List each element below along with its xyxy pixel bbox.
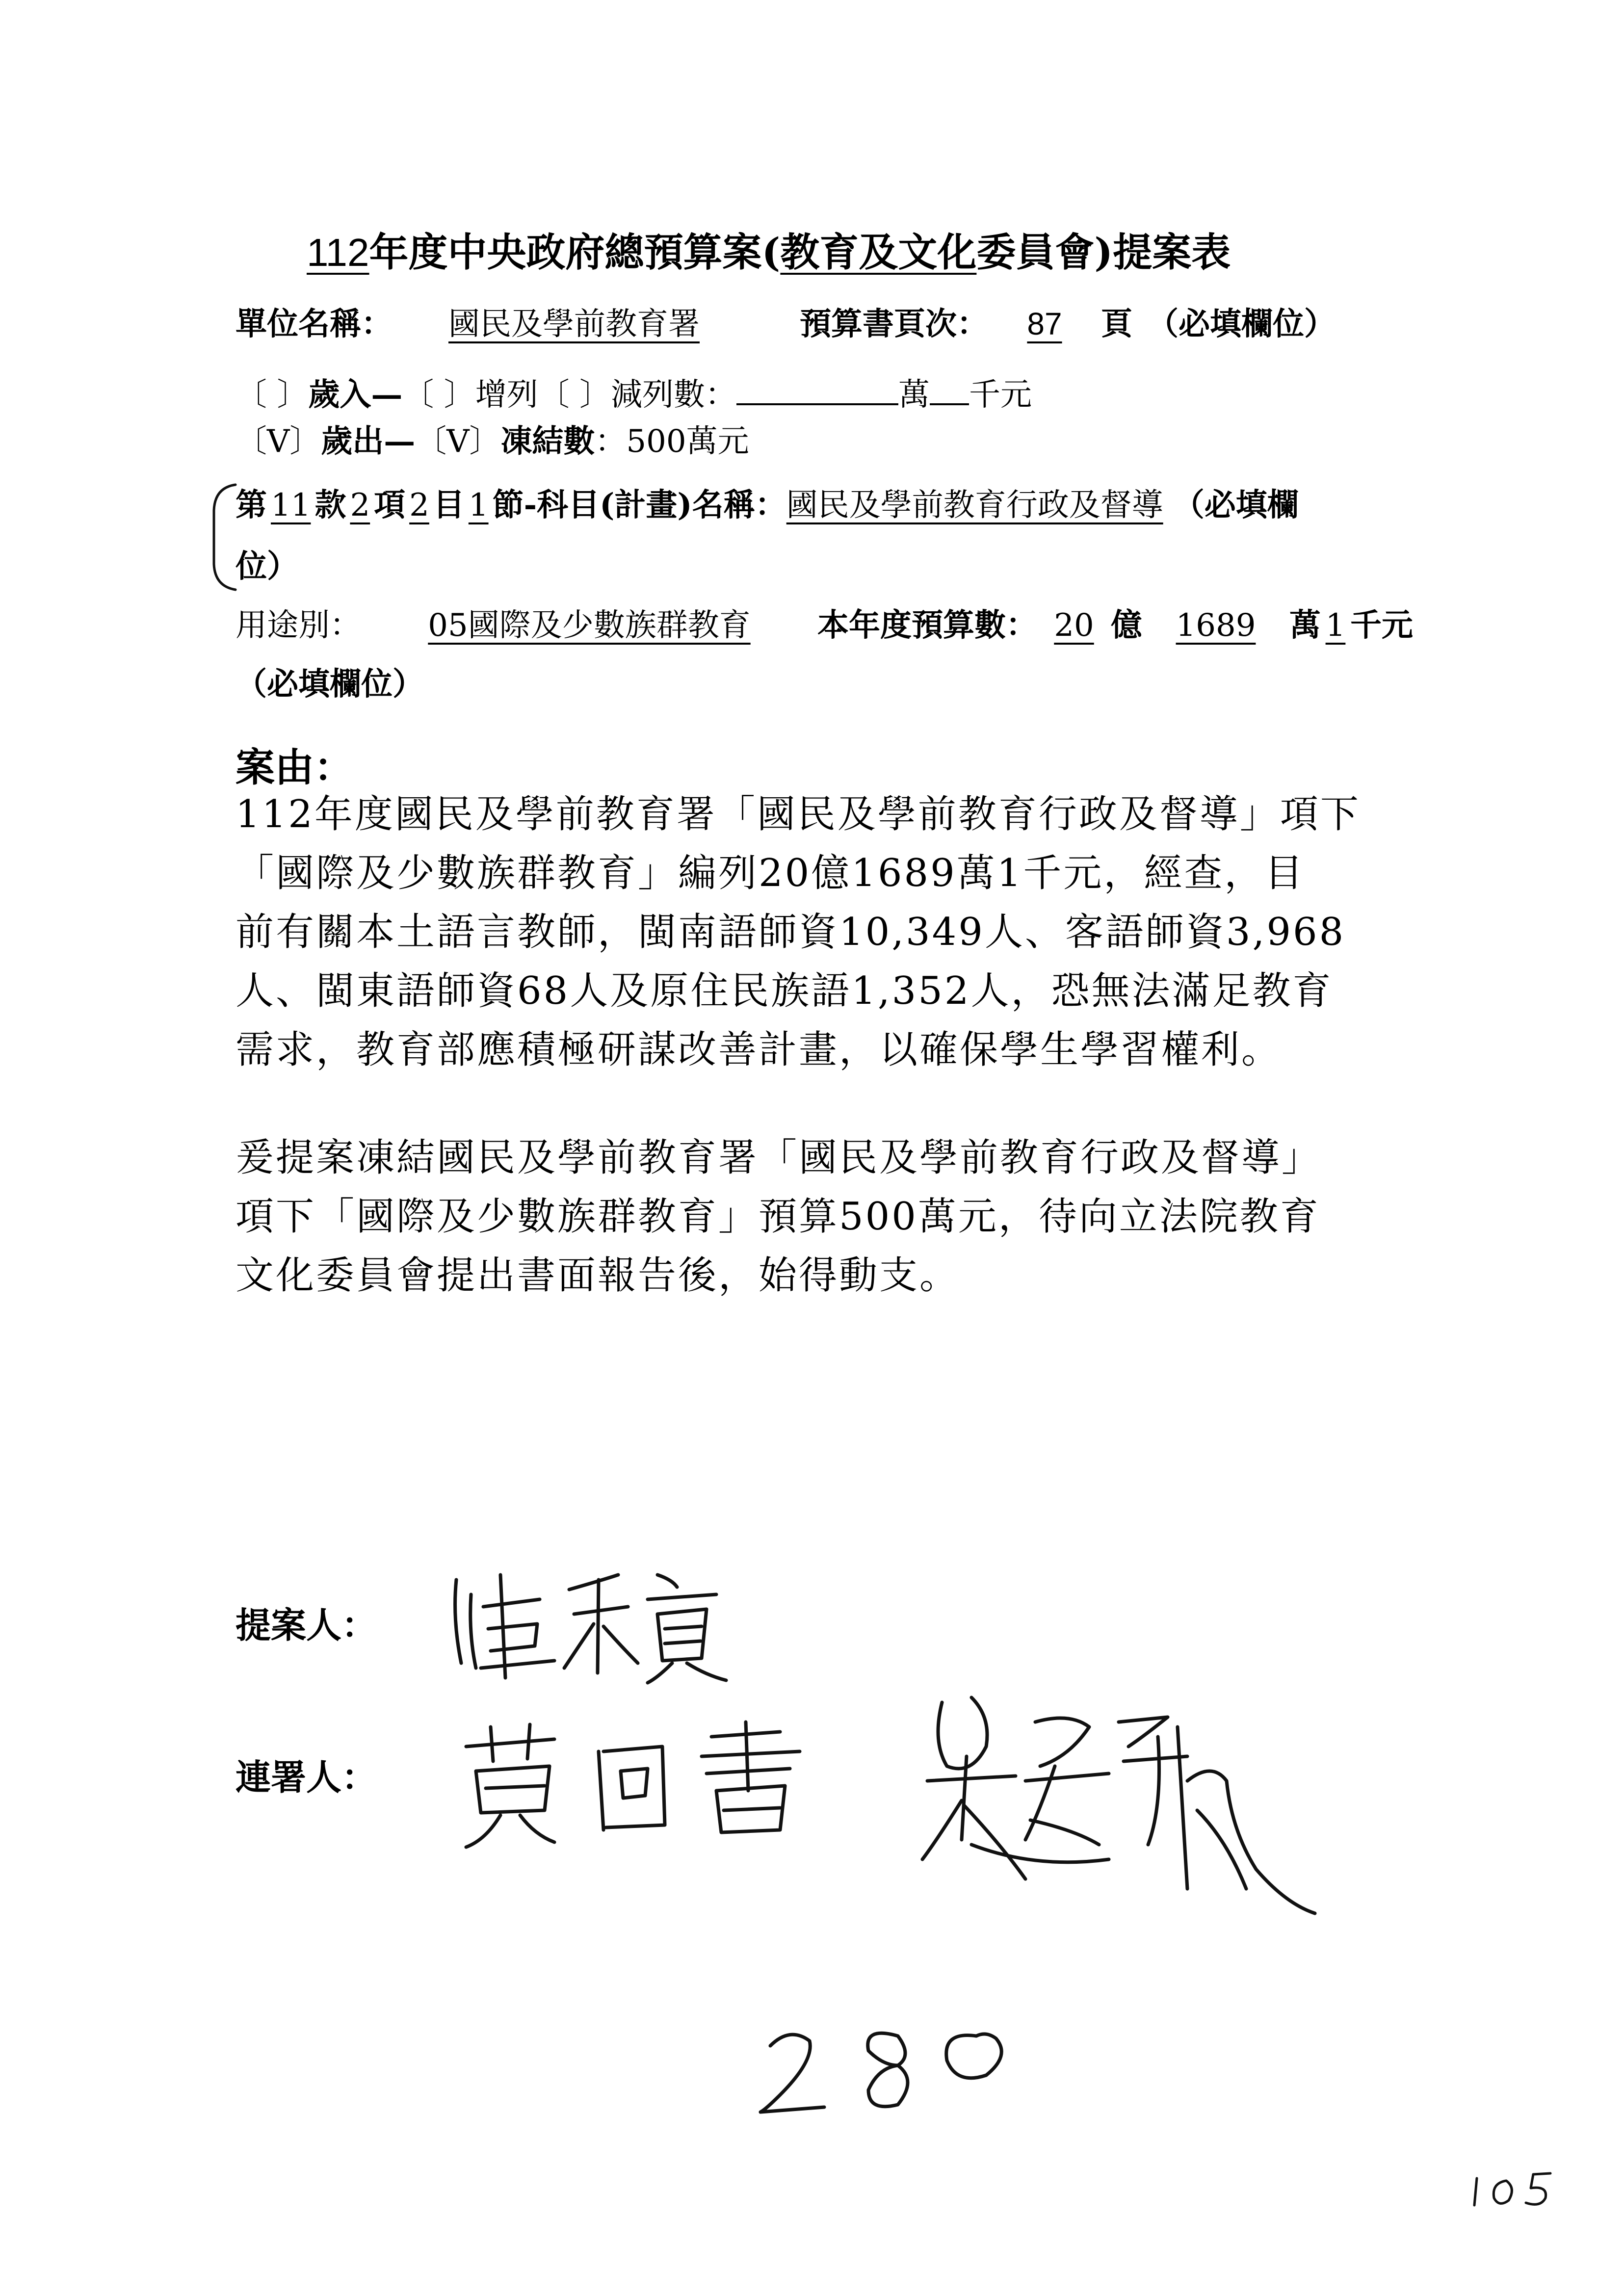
page-label: 預算書頁次：: [800, 306, 988, 342]
cosigner-1-signature: [456, 1717, 839, 1854]
title-committee: 教育及文化: [780, 229, 977, 275]
reason-paragraph-2: [236, 1128, 1322, 1305]
purpose-label: 用途別：: [236, 607, 361, 644]
reason-line: 文化委員會提出書面報告後，始得動支。: [236, 1253, 960, 1298]
proposer-signature: [442, 1560, 795, 1688]
unit-label: 單位名稱：: [236, 306, 393, 342]
handwritten-number: [751, 2007, 1025, 2119]
budget-wan-label: 萬: [1289, 607, 1321, 644]
cosigner-label: 連署人：: [236, 1756, 377, 1798]
purpose-value: 05國際及少數族群教育: [428, 607, 751, 644]
subject-required-a: （必填欄: [1173, 487, 1299, 523]
subject-xiang-label: 項: [374, 487, 406, 523]
revenue-row: [236, 375, 1032, 415]
reason-line: 112年度國民及學前教育署「國民及學前教育行政及督導」項下: [236, 792, 1361, 836]
page-number-handwritten: [1467, 2159, 1560, 2213]
expenditure-checkbox: 〔V〕: [236, 423, 321, 460]
proposer-label: 提案人：: [236, 1604, 377, 1646]
subject-di: 第: [236, 487, 267, 523]
reason-line: 前有關本土語言教師，閩南語師資10,349人、客語師資3,968: [236, 910, 1346, 954]
decrease-label: 減列數：: [611, 377, 737, 413]
subject-xiang: 2: [350, 487, 370, 523]
title-text-2: 委員會)提案表: [976, 229, 1231, 275]
unit-row: [236, 304, 1336, 344]
budget-qian-label: 千元: [1350, 607, 1413, 644]
freeze-label: 凍結數: [500, 423, 595, 460]
revenue-label: 歲入—: [308, 376, 403, 413]
reason-line: 爰提案凍結國民及學前教育署「國民及學前教育行政及督導」: [236, 1136, 1322, 1180]
purpose-row: [236, 606, 1413, 645]
decrease-amount-blank: [736, 403, 898, 405]
wan-unit: 萬: [898, 377, 930, 413]
subject-jie: 1: [468, 487, 489, 523]
subject-kuan-label: 款: [314, 487, 346, 523]
qianyuan-unit: 千元: [969, 377, 1032, 413]
page-value: 87: [1027, 306, 1062, 341]
decrease-checkbox: 〔 〕: [538, 377, 611, 413]
subject-jie-label: 節-科目(計畫)名稱：: [492, 487, 786, 523]
expenditure-row: [236, 422, 749, 461]
subject-required-b: 位）: [236, 548, 298, 585]
freeze-checkbox: 〔V〕: [415, 423, 501, 460]
cosigner-2-signature: [913, 1683, 1335, 1928]
qian-amount-blank: [930, 403, 969, 405]
budget-yi-label: 億: [1111, 607, 1142, 644]
budget-qian: 1: [1325, 607, 1346, 644]
revenue-checkbox: 〔 〕: [236, 377, 309, 413]
subject-kuan: 11: [271, 487, 311, 523]
reason-line: 「國際及少數族群教育」編列20億1689萬1千元，經查，目: [236, 851, 1305, 895]
subject-mu-label: 目: [433, 487, 465, 523]
reason-line: 需求，教育部應積極研謀改善計畫，以確保學生學習權利。: [236, 1028, 1282, 1072]
reason-line: 人、閩東語師資68人及原住民族語1,352人，恐無法滿足教育: [236, 969, 1333, 1013]
subject-row: [236, 486, 1299, 525]
reason-heading: 案由：: [236, 744, 353, 790]
title-text-1: 年度中央政府總預算案(: [369, 229, 781, 275]
page-suffix: 頁: [1101, 306, 1132, 342]
freeze-value: ：500萬元: [595, 423, 749, 460]
reason-paragraph-1: [236, 785, 1361, 1079]
increase-label: 增列: [475, 377, 538, 413]
subject-name: 國民及學前教育行政及督導: [786, 487, 1163, 523]
purpose-required: （必填欄位）: [236, 666, 424, 703]
form-title: [307, 221, 1231, 277]
required-note: （必填欄位）: [1147, 306, 1336, 342]
budget-label: 本年度預算數：: [817, 607, 1037, 644]
reason-line: 項下「國際及少數族群教育」預算500萬元，待向立法院教育: [236, 1195, 1320, 1239]
expenditure-label: 歲出—: [321, 423, 416, 460]
subject-mu: 2: [409, 487, 429, 523]
budget-wan: 1689: [1176, 607, 1256, 644]
unit-value: 國民及學前教育署: [448, 306, 700, 342]
title-year: 112: [307, 231, 369, 274]
budget-yi: 20: [1054, 607, 1094, 644]
increase-checkbox: 〔 〕: [402, 377, 475, 413]
